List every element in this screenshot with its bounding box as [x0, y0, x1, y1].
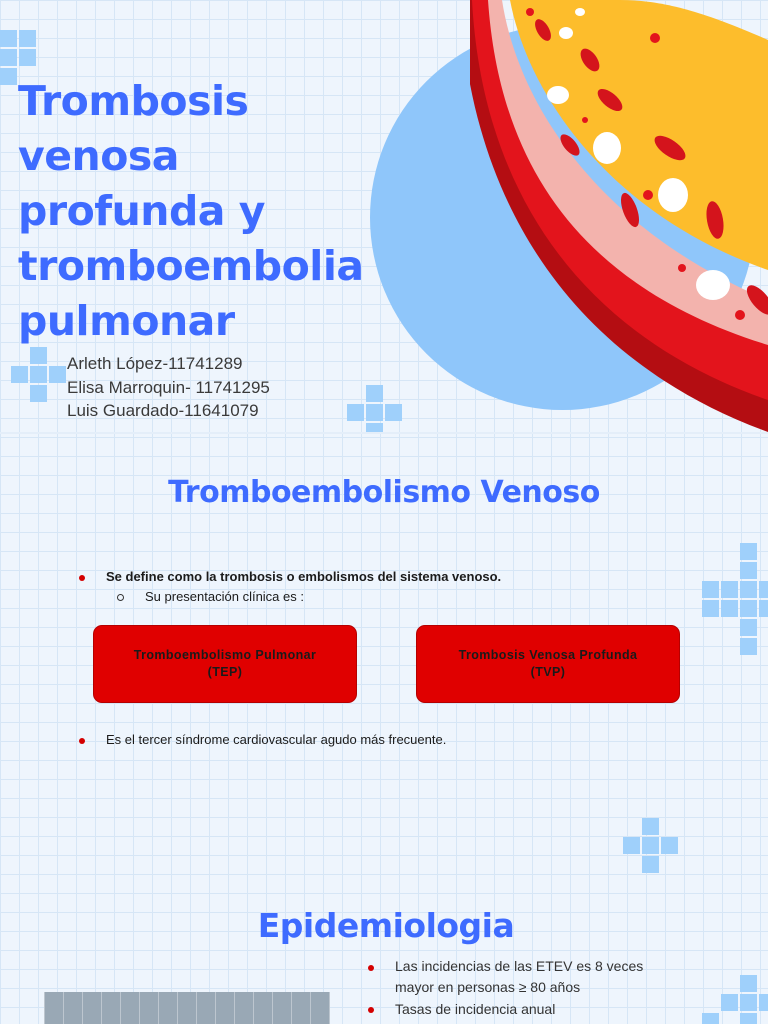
tvp-box [416, 625, 680, 703]
section-heading: Epidemiologia [257, 906, 515, 945]
author: Luis Guardado-11641079 [67, 401, 259, 420]
bullet-text: Tasas de incidencia anual [395, 1001, 556, 1017]
title-line: Trombosis [18, 77, 249, 125]
slide-divider [0, 432, 768, 434]
vein-illustration [470, 0, 768, 432]
bullet-line: Las incidencias de las ETEV es 8 veces [395, 958, 644, 974]
section-heading: Tromboembolismo Venoso [168, 475, 600, 510]
bullet-text [395, 956, 643, 998]
sub-bullet-text: Su presentación clínica es : [145, 589, 304, 604]
bullet-dot [368, 965, 374, 971]
definition-text: Se define como la trombosis o embolismos del sistema venoso. [106, 569, 502, 584]
box-label: Trombosis Venosa Profunda [458, 648, 638, 662]
author-list [67, 352, 270, 423]
bullet-dot [368, 1007, 374, 1013]
title-line: pulmonar [18, 297, 235, 345]
title-line: tromboembolia [18, 242, 364, 290]
bullet-dot [79, 575, 85, 581]
bullet-text: Es el tercer síndrome cardiovascular agudo más frecuente. [106, 732, 447, 747]
box-label: Tromboembolismo Pulmonar [133, 648, 317, 662]
box-abbrev: (TVP) [530, 665, 566, 679]
table-preview [44, 992, 330, 1024]
sub-bullet-ring [117, 594, 124, 601]
title-line: venosa [18, 132, 179, 180]
box-abbrev: (TEP) [207, 665, 243, 679]
author: Elisa Marroquin- 11741295 [67, 377, 270, 397]
bullet-line: mayor en personas ≥ 80 años [395, 979, 581, 995]
tep-box [93, 625, 357, 703]
author: Arleth López-11741289 [67, 354, 243, 373]
bullet-dot [79, 738, 85, 744]
title-line: profunda y [18, 187, 265, 235]
page-title [18, 74, 378, 349]
